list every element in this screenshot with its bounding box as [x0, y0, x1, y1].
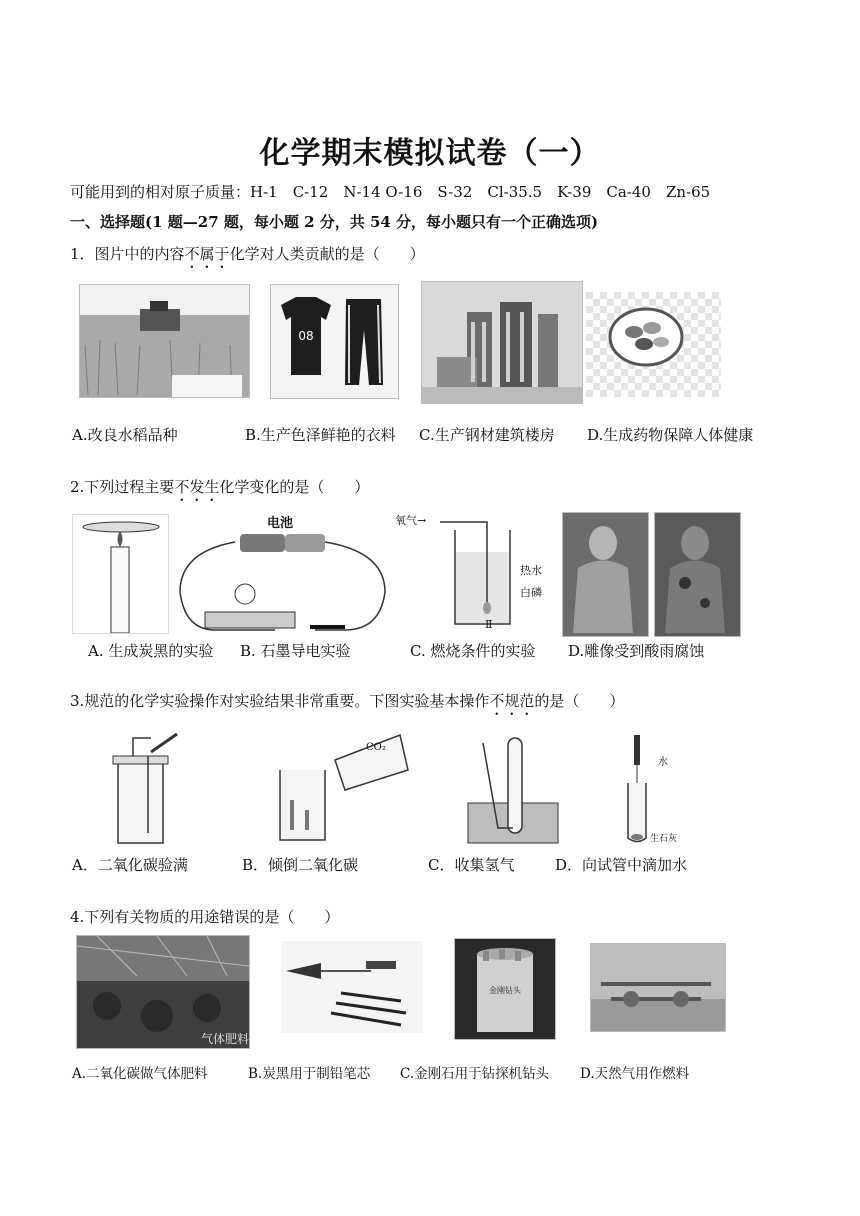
co2-label: CO₂ [366, 742, 386, 753]
white-phosphorus-label: 白磷 [520, 586, 542, 599]
greenhouse-image [76, 935, 250, 1049]
q1-option-a: A.改良水稻品种 [72, 426, 178, 444]
question-2-stem [70, 476, 369, 505]
oxygen-label: 氧气→ [395, 514, 427, 527]
statue-before-image [562, 512, 649, 637]
q3-stem-post: 的是（ ） [534, 692, 625, 710]
q3-option-b: B．倾倒二氧化碳 [242, 856, 359, 874]
combustion-beaker-image [395, 512, 560, 632]
q2-stem-pre: 2.下列过程主要 [70, 478, 175, 496]
buildings-image [421, 281, 583, 404]
q2-option-d: D.雕像受到酸雨腐蚀 [568, 642, 705, 660]
q1-stem-pre: 1．图片中的内容 [70, 245, 185, 263]
page-title: 化学期末模拟试卷（一） [259, 136, 601, 171]
q1-option-c: C.生产钢材建筑楼房 [419, 426, 555, 444]
q2-option-b: B. 石墨导电实验 [240, 642, 351, 660]
rice-field-image [79, 284, 250, 398]
battery-label: 电池 [267, 516, 294, 531]
q1-stem-emphasis: 不属于 [184, 245, 230, 263]
statue-after-image [654, 512, 741, 637]
q3-option-d: D．向试管中滴加水 [555, 856, 688, 874]
q1-option-b: B.生产色泽鲜艳的衣料 [245, 426, 396, 444]
graphite-circuit-image [175, 512, 390, 637]
quicklime-label: 生石灰 [650, 834, 678, 844]
q3-option-a: A．二氧化碳验满 [72, 856, 188, 874]
section-heading: 一、选择题(1 题—27 题，每小题 2 分，共 54 分，每小题只有一个正确选项) [70, 213, 599, 231]
q4-option-d: D.天然气用作燃料 [580, 1066, 690, 1082]
co2-test-full-image [93, 728, 183, 846]
collect-hydrogen-image [463, 733, 573, 848]
hot-water-label: 热水 [520, 564, 542, 577]
question-1-stem [70, 243, 425, 272]
pills-image [586, 292, 721, 397]
pencils-image [281, 941, 423, 1033]
q4-option-a: A.二氧化碳做气体肥料 [72, 1066, 208, 1082]
q1-option-d: D.生成药物保障人体健康 [587, 426, 754, 444]
add-water-test-tube-image [598, 733, 688, 845]
question-4-stem: 4.下列有关物质的用途错误的是（ ） [70, 908, 340, 926]
clothing-image [270, 284, 399, 399]
q2-stem-emphasis: 不发生 [174, 478, 220, 496]
question-3-stem [70, 690, 624, 719]
q3-stem-pre: 3.规范的化学实验操作对实验结果非常重要。下图实验基本操作 [70, 692, 490, 710]
q2-stem-post: 化学变化的是（ ） [219, 478, 370, 496]
pour-co2-image [260, 730, 410, 848]
q1-stem-post: 化学对人类贡献的是（ ） [229, 245, 425, 263]
q4-option-c: C.金刚石用于钻探机钻头 [400, 1066, 550, 1082]
q3-option-c: C．收集氢气 [428, 856, 515, 874]
candle-soot-image [72, 514, 169, 634]
atomic-masses: 可能用到的相对原子质量：H-1 C-12 N-14 O-16 S-32 Cl-35.5 K-39 Ca-40 Zn-65 [70, 183, 711, 201]
q3-stem-emphasis: 不规范 [489, 692, 535, 710]
diamond-drill-bit-image [454, 938, 556, 1040]
beaker-number-label: Ⅱ [485, 618, 493, 631]
water-label: 水 [658, 757, 668, 768]
q4-option-b: B.炭黑用于制铅笔芯 [248, 1066, 371, 1082]
drill-bit-label: 金刚钻头 [489, 986, 521, 995]
natural-gas-plant-image [590, 943, 726, 1032]
gas-fertilizer-label: 气体肥料 [201, 1032, 250, 1046]
q2-option-c: C. 燃烧条件的实验 [410, 642, 536, 660]
q2-option-a: A. 生成炭黑的实验 [88, 642, 214, 660]
jersey-number: 08 [298, 329, 314, 343]
